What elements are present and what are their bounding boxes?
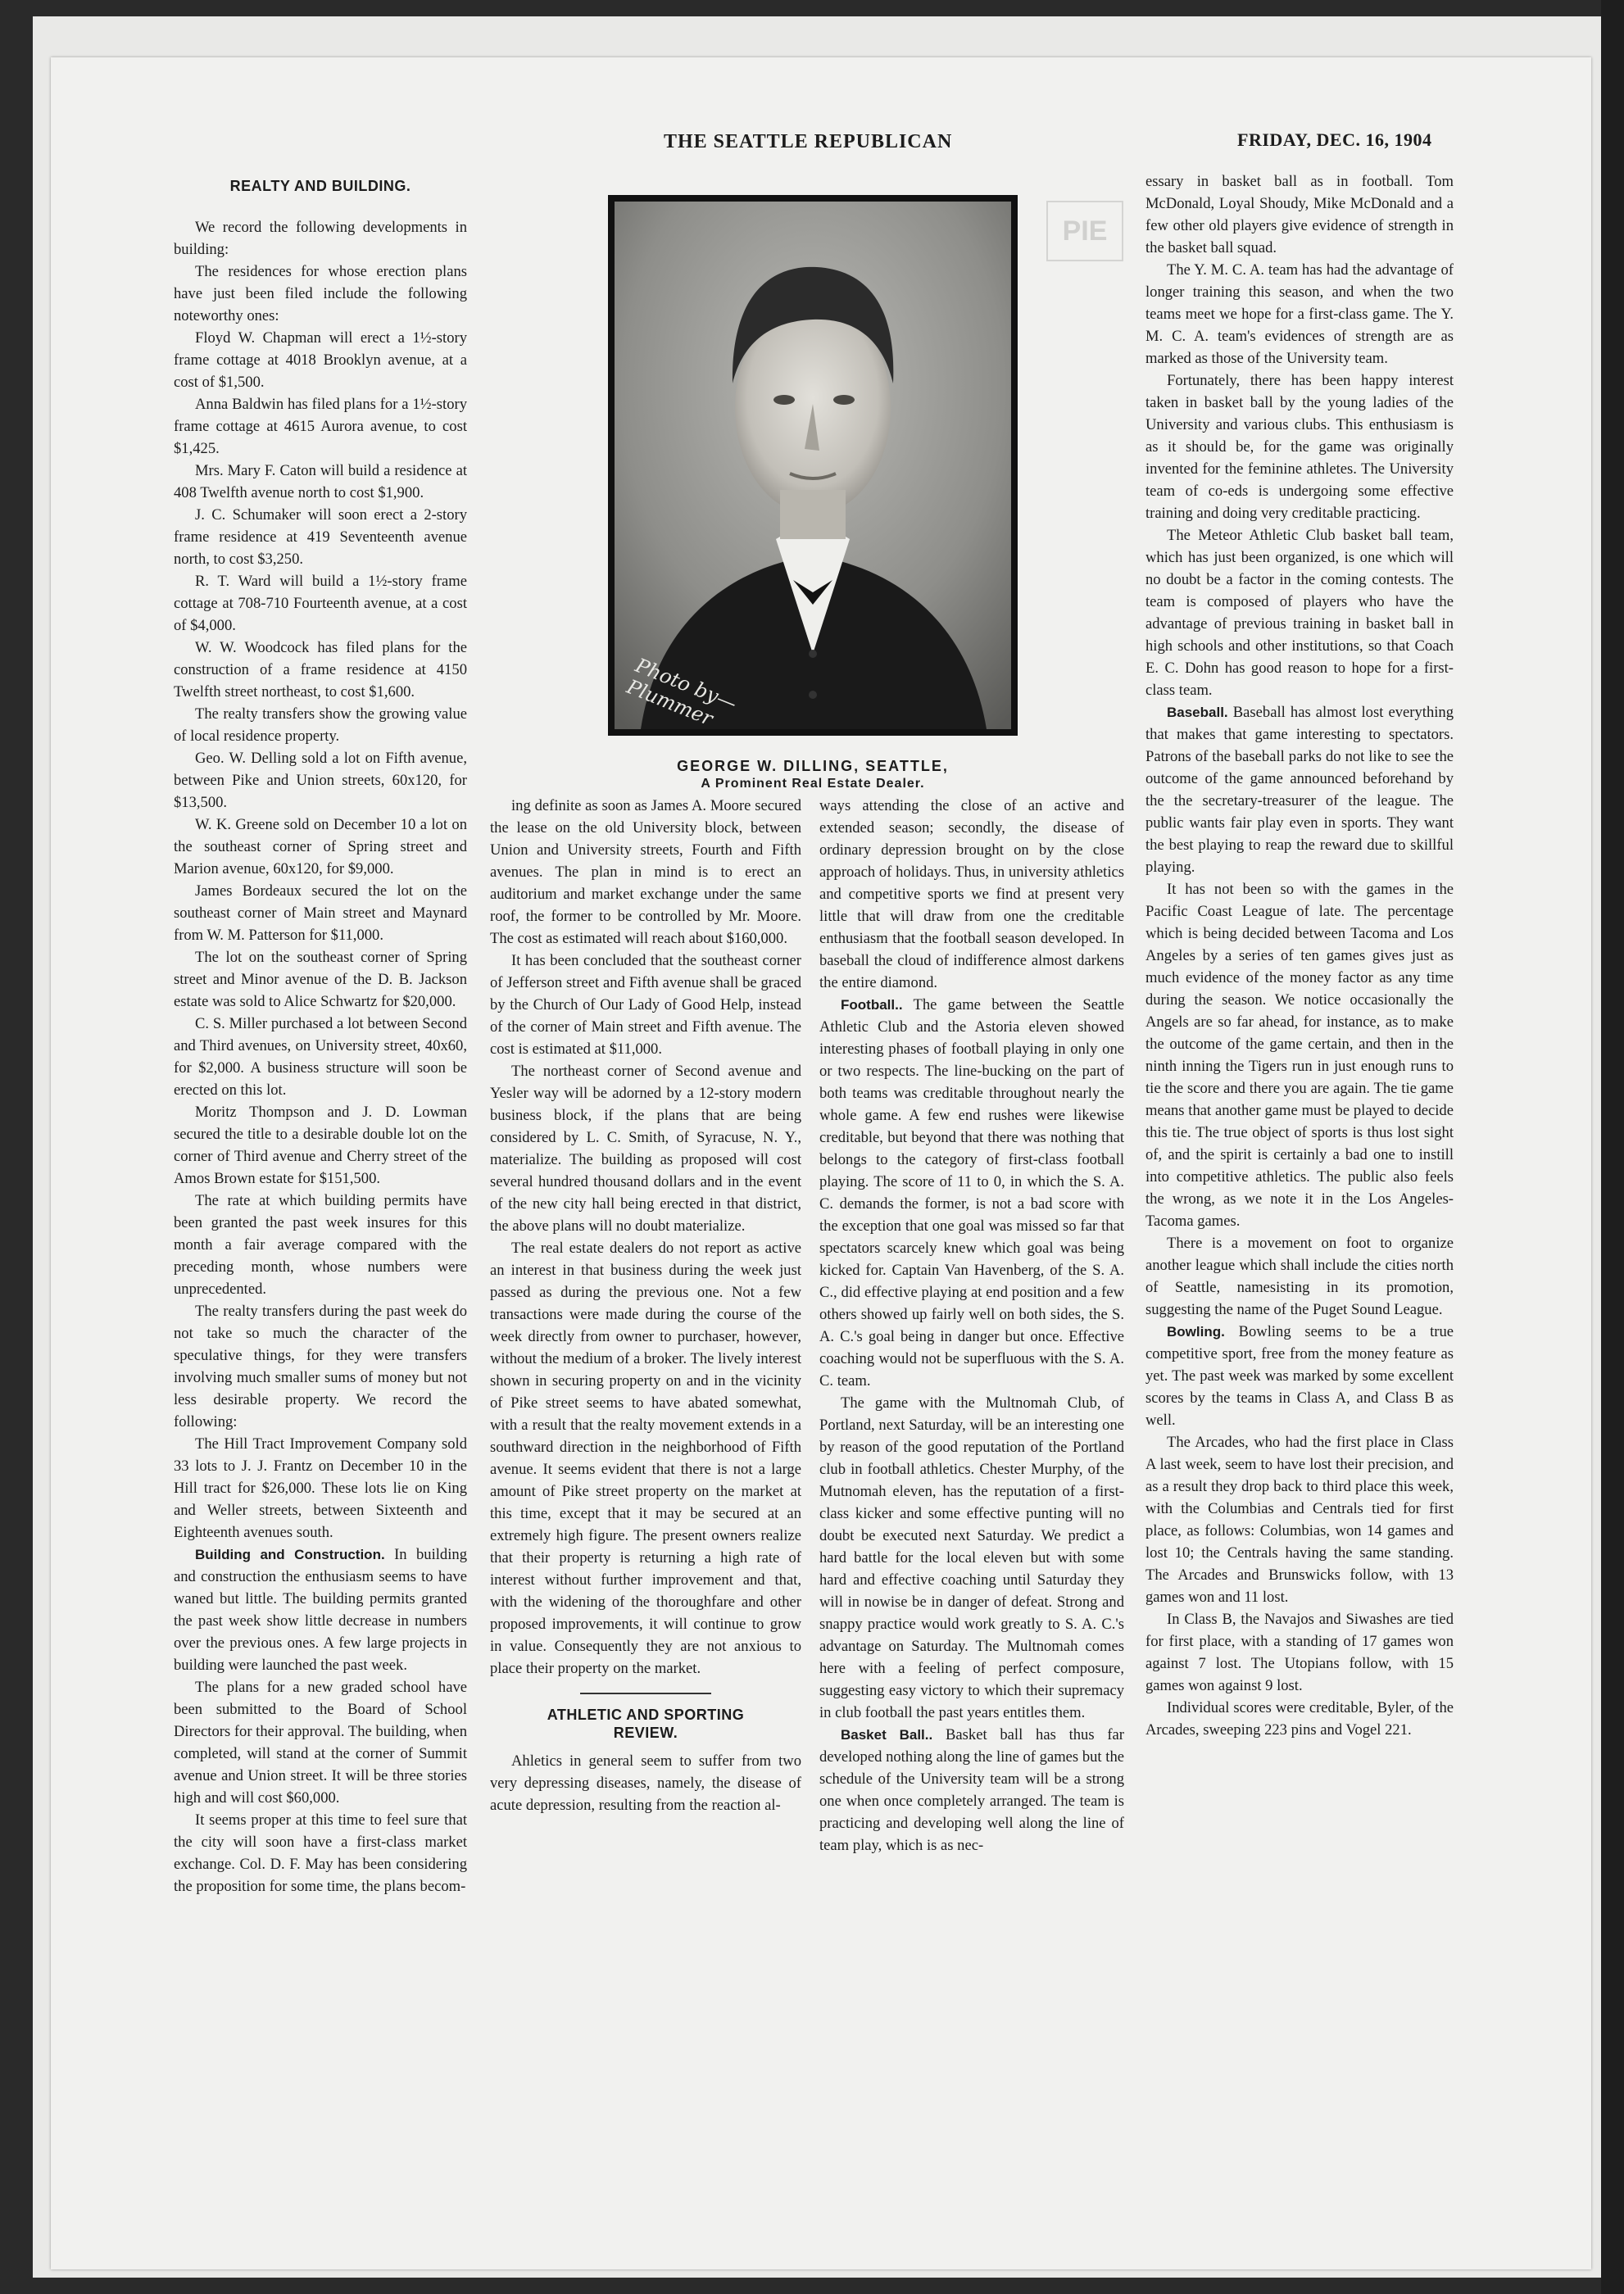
- column-1: [174, 177, 467, 1897]
- column-4: [1145, 170, 1454, 1741]
- athletic-heading: ATHLETIC AND SPORTING REVIEW.: [547, 1707, 745, 1741]
- realty-paragraph: The real estate dealers do not report as active an interest in that business during the week just passed as during the previous one. Not a few transactions were made during the course of the week directly from owner to purchaser, however, without the medium of a broker. The lively interest shown in securing property on and in the vicinity of Pike street seems to have abated somewhat, with a result that the realty movement extends in a southward direction in the neighborhood of Fifth avenue. It seems evident that there is not a large amount of Pike street property on the market at this time, except that it may be secured at an extremely high figure. The present owners realize that their property is returning a high rate of interest without further improvement and that, with the widening of the thoroughfare and other proposed improvements, it will continue to grow in value. Consequently they are not anxious to place their property on the market.: [490, 1240, 801, 1677]
- athletic-paragraph: Ahletics in general seem to suffer from two very depressing diseases, namely, the disease of acute depression, resulting from the reaction al-: [490, 1752, 801, 1814]
- masthead-date: FRIDAY, DEC. 16, 1904: [1237, 129, 1432, 150]
- realty-paragraph: ing definite as soon as James A. Moore secured the lease on the old University block, between Union and University streets, Fourth and Fifth avenues. The plan in mind is to erect an auditorium and market exchange under the same roof, the former to be controlled by Mr. Moore. The cost as estimated will reach about $160,000.: [490, 797, 801, 947]
- basket-ball-paragraph: The Y. M. C. A. team has had the advantage of longer training this season, and when the two teams meet we hope for a first-class game. The Y. M. C. A. team's evidences of strength are as marked as those of the University team.: [1145, 261, 1454, 367]
- realty-paragraph: James Bordeaux secured the lot on the southeast corner of Main street and Maynard from W. M. Patterson for $11,000.: [174, 882, 467, 944]
- column-2: [490, 795, 801, 1816]
- portrait-photo: [608, 195, 1018, 736]
- building-construction-subhead: Building and Construction.: [195, 1547, 385, 1562]
- realty-paragraph: The realty transfers during the past week do not take so much the character of the speculative things, for they were transfers involving much smaller sums of money but not less desirable property. We record the following:: [174, 1303, 467, 1430]
- athletic-intro-continued: ways attending the close of an active and extended season; secondly, the disease of ordinary depression brought on by the close approach of holidays. Thus, in university athletics and competitive sports we find at present very little that will draw from one the creditable enthusiasm that the football season developed. In baseball the cloud of indifference almost darkens the entire diamond.: [819, 797, 1124, 991]
- baseball-subhead: Baseball.: [1167, 705, 1228, 720]
- realty-paragraph: Anna Baldwin has filed plans for a 1½-story frame cottage at 4615 Aurora avenue, to cost $1,425.: [174, 396, 467, 457]
- building-construction-paragraph: Building and Construction. In building and construction the enthusiasm seems to have waned but little. The building permits granted the past week show little decrease in numbers over the previous ones. A few large projects in building were launched the past week.: [174, 1546, 467, 1674]
- realty-paragraph: Geo. W. Delling sold a lot on Fifth avenue, between Pike and Union streets, 60x120, for $13,500.: [174, 750, 467, 811]
- realty-paragraph: We record the following developments in building:: [174, 219, 467, 258]
- photo-caption: [608, 757, 1018, 793]
- realty-paragraphs: [174, 216, 467, 1544]
- bowling-paragraph: Bowling. Bowling seems to be a true competitive sport, free from the money feature as yet. The past week was marked by some excellent scores by the teams in Class A, and Class B as well.: [1145, 1323, 1454, 1429]
- basket-ball-continued: essary in basket ball as in football. Tom McDonald, Loyal Shoudy, Mike McDonald and a few other old players give evidence of strength in the basket ball squad.: [1145, 173, 1454, 256]
- realty-paragraph: The northeast corner of Second avenue and Yesler way will be adorned by a 12-story modern business block, if the plans that are being considered by L. C. Smith, of Syracuse, N. Y., materialize. The building as proposed will cost several hundred thousand dollars and in the event of the new city hall being erected in that district, the above plans will no doubt materialize.: [490, 1063, 801, 1235]
- realty-paragraph: C. S. Miller purchased a lot between Second and Third avenues, on University street, 40x60, for $2,000. A business structure will soon be erected on this lot.: [174, 1015, 467, 1099]
- realty-paragraph: The residences for whose erection plans have just been filed include the following noteworthy ones:: [174, 263, 467, 324]
- baseball-paragraph: There is a movement on foot to organize another league which shall include the cities north of Seattle, namesisting in its promotion, suggesting the name of the Puget Sound League.: [1145, 1235, 1454, 1318]
- scan-edge: [1601, 0, 1624, 2294]
- football-paragraph: Football.. The game between the Seattle Athletic Club and the Astoria eleven showed interesting phases of football playing in only one or two respects. The line-bucking on the part of both teams was creditable throughout nearly the whole game. A few end rushes were likewise creditable, but beyond that there was nothing that belongs to the category of first-class football playing. The score of 11 to 0, in which the S. A. C. demands the former, is not a bad score with the exception that one goal was missed so far that spectators scarcely knew which goal was being kicked for. Captain Van Havenberg, of the S. A. C., did effective playing at end position and a few others showed up fairly well on both sides, the S. A. C.'s goal being in danger but once. Effective coaching would not be superfluous with the S. A. C. team.: [819, 996, 1124, 1390]
- bowling-paragraph: Individual scores were creditable, Byler, of the Arcades, sweeping 223 pins and Vogel 221.: [1145, 1699, 1454, 1739]
- basket-ball-subhead: Basket Ball..: [841, 1727, 933, 1743]
- multnomah-paragraph: The game with the Multnomah Club, of Portland, next Saturday, will be an interesting one by reason of the good reputation of the Portland club in football athletics. Chester Murphy, of the Mutnomah eleven, has the reputation of a first-class kicker and some effective punting will no doubt be executed next Saturday. We predict a hard battle for the local eleven but with some hard and effective coaching until Saturday they will in nowise be in danger of defeat. Strong and snappy practice would work greatly to S. A. C.'s advantage on Saturday. The Multnomah comes here with a feeling of perfect composure, suggesting easy victory to which their supremacy in club football the past years entitles them.: [819, 1394, 1124, 1721]
- bowling-paragraph: In Class B, the Navajos and Siwashes are tied for first place, with a standing of 17 games won against 7 lost. The Utopians follow, with 15 games won against 9 lost.: [1145, 1611, 1454, 1694]
- realty-continued: [490, 795, 801, 1680]
- realty-paragraph: The Hill Tract Improvement Company sold 33 lots to J. J. Frantz on December 10 in the Hill tract for $26,000. These lots lie on King and Weller streets, between Sixteenth and Eighteenth avenues south.: [174, 1435, 467, 1541]
- photo-signature: Photo by— Plummer: [624, 654, 741, 731]
- realty-paragraph: W. W. Woodcock has filed plans for the construction of a frame residence at 4150 Twelfth street northeast, to cost $1,600.: [174, 639, 467, 700]
- section-divider: [580, 1693, 711, 1694]
- football-subhead: Football..: [841, 997, 903, 1013]
- realty-paragraph: Mrs. Mary F. Caton will build a residence at 408 Twelfth avenue north to cost $1,900.: [174, 462, 467, 501]
- realty-paragraph: Floyd W. Chapman will erect a 1½-story frame cottage at 4018 Brooklyn avenue, at a cost of $1,500.: [174, 329, 467, 391]
- bowling-subhead: Bowling.: [1167, 1324, 1225, 1340]
- realty-paragraph: The plans for a new graded school have been submitted to the Board of School Directors for their approval. The building, when completed, will stand at the corner of Summit avenue and Union street. It will be three stories high and will cost $60,000.: [174, 1679, 468, 1807]
- realty-paragraph: The lot on the southeast corner of Spring street and Minor avenue of the D. B. Jackson estate was sold to Alice Schwartz for $20,000.: [174, 949, 467, 1010]
- athletic-intro: [490, 1750, 801, 1816]
- realty-heading: REALTY AND BUILDING.: [229, 178, 411, 194]
- realty-paragraph: R. T. Ward will build a 1½-story frame cottage at 708-710 Fourteenth avenue, at a cost of $4,000.: [174, 573, 467, 634]
- realty-paragraph: J. C. Schumaker will soon erect a 2-story frame residence at 419 Seventeenth avenue north, to cost $3,250.: [174, 506, 467, 568]
- baseball-paragraph: Baseball. Baseball has almost lost everything that makes that game interesting to spectators. Patrons of the baseball parks do not like to see the outcome of the game announced beforehand by the the secretary-treasurer of the league. The public wants fair play even in sports. They want the best playing to reap the reward due to skillful playing.: [1145, 704, 1454, 876]
- basket-ball-paragraph: Basket Ball.. Basket ball has thus far developed nothing along the line of games but the schedule of the University team will be a strong one when once completely arranged. The team is practicing and developing well along the line of team play, which is as nec-: [819, 1726, 1124, 1854]
- realty-paragraph: Moritz Thompson and J. D. Lowman secured the title to a desirable double lot on the corner of Third avenue and Cherry street of the Amos Brown estate for $151,500.: [174, 1104, 467, 1187]
- column-3: [819, 795, 1124, 1857]
- baseball-paragraphs: [1145, 878, 1454, 1321]
- realty-paragraphs-tail: [174, 1676, 467, 1897]
- baseball-paragraph: It has not been so with the games in the Pacific Coast League of late. The percentage which is being decided between Tacoma and Los Angeles by a series of ten games gives just as much evidence of the money factor as any time during the season. We notice occasionally the Angels are so far ahead, for instance, as to make the outcome of the game certain, and then in the ninth inning the Tigers run in just enough runs to tie the score and there you are again. The tie game means that another game must be played to decide this tie. The true object of sports is thus lost sight of, and the spirit is certainly a bad one to instill into competitive athletics. The public also feels the wrong, as we note it in the Los Angeles-Tacoma games.: [1145, 881, 1454, 1230]
- portrait-illustration: [608, 195, 1018, 736]
- realty-paragraph: It seems proper at this time to feel sure that the city will soon have a first-class market exchange. Col. D. F. May has been considering the proposition for some time, the plans becom-: [174, 1811, 467, 1895]
- bowling-paragraphs: [1145, 1431, 1454, 1741]
- realty-paragraph: The realty transfers show the growing value of local residence property.: [174, 705, 467, 745]
- caption-name: GEORGE W. DILLING, SEATTLE,: [677, 758, 949, 774]
- basket-ball-paragraph: Fortunately, there has been happy interest taken in basket ball by the young ladies of the University and various clubs. This enthusiasm is as it should be, for the game was originally invented for the feminine athletes. The University team of co-eds is undergoing some effective training and doing very creditable practicing.: [1145, 372, 1454, 522]
- basket-ball-paragraph: The Meteor Athletic Club basket ball team, which has just been organized, is one which will no doubt be a factor in the coming contests. The team is composed of players who have the advantage of previous training in basket ball in high schools and other institutions, so that Coach E. C. Dohn has good reason to hope for a first-class team.: [1145, 527, 1454, 699]
- realty-paragraph: The rate at which building permits have been granted the past week insures for this month a fair average compared with the preceding month, whose numbers were unprecedented.: [174, 1192, 467, 1298]
- show-through-stamp: PIE: [1046, 201, 1123, 261]
- realty-paragraph: W. K. Greene sold on December 10 a lot on the southeast corner of Spring street and Marion avenue, 60x120, for $9,000.: [174, 816, 467, 877]
- basket-ball-paragraphs: [1145, 259, 1454, 701]
- masthead-title: THE SEATTLE REPUBLICAN: [664, 131, 953, 152]
- realty-paragraph: It has been concluded that the southeast corner of Jefferson street and Fifth avenue shall be graced by the Church of Our Lady of Good Help, instead of the corner of Main street and Fifth avenue. The cost is estimated at $11,000.: [490, 952, 801, 1058]
- caption-subtitle: A Prominent Real Estate Dealer.: [701, 777, 925, 791]
- bowling-paragraph: The Arcades, who had the first place in Class A last week, seem to have lost their precision, and as a result they drop back to third place this week, with the Columbias and Centrals tied for first place, as follows: Columbias, won 14 games and lost 10; the Centrals having the same standing. The Arcades and Brunswicks follow, with 13 games won and 11 lost.: [1145, 1434, 1454, 1606]
